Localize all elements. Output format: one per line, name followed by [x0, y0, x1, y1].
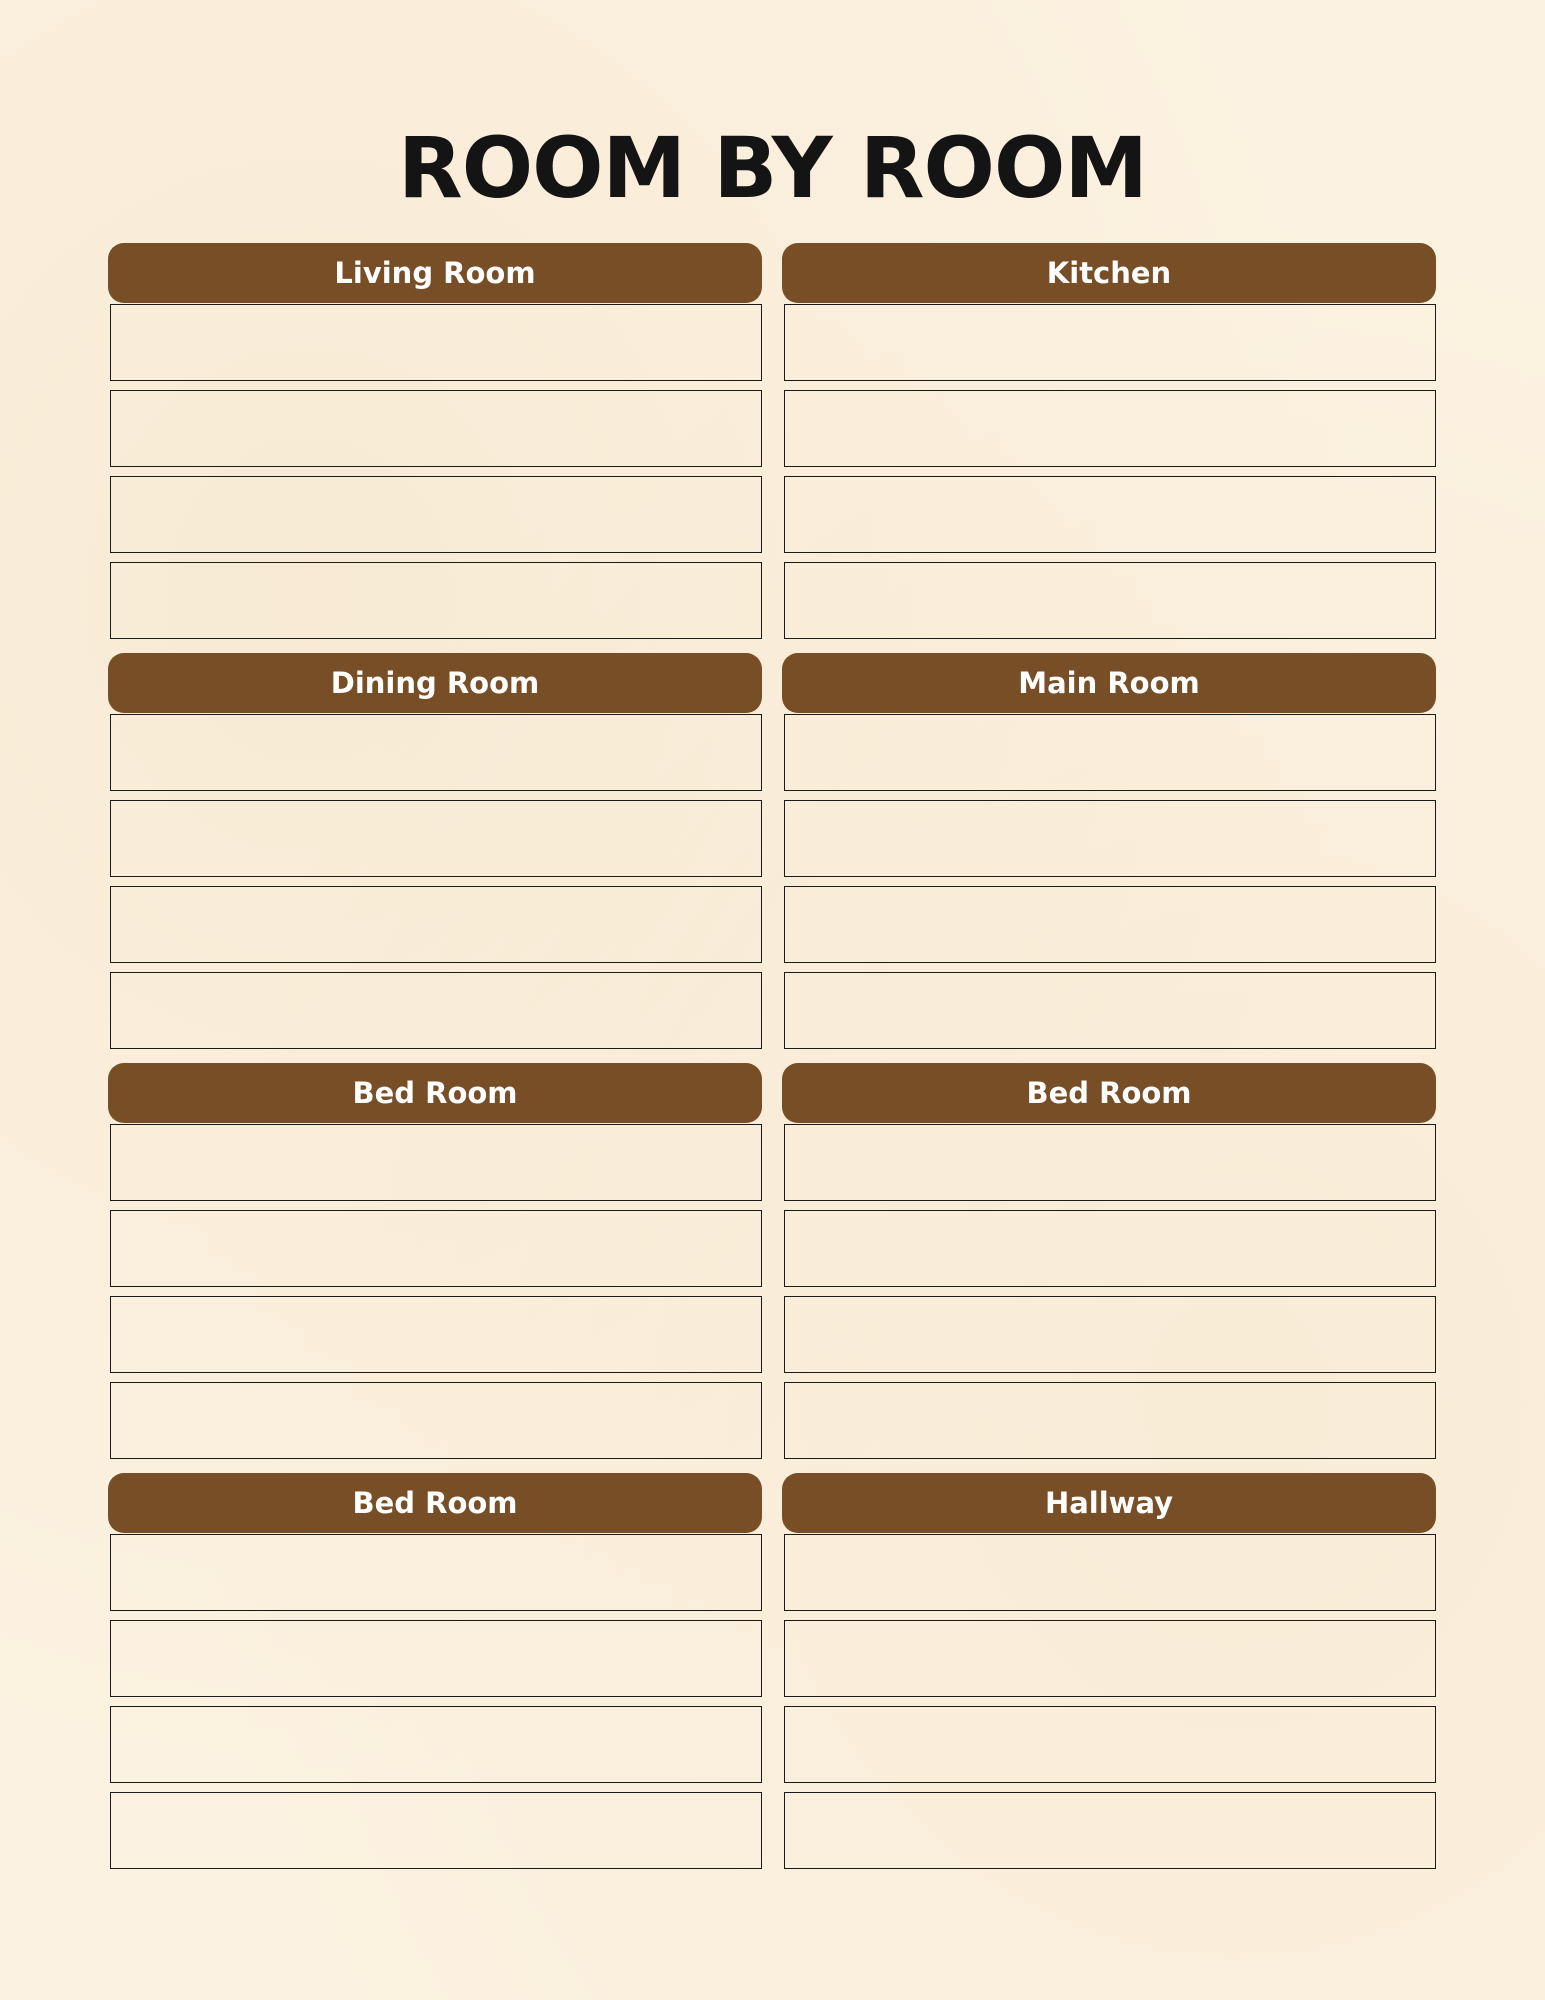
room-lines — [784, 1534, 1436, 1869]
room-header: Living Room — [108, 243, 762, 303]
entry-box[interactable] — [110, 1706, 762, 1783]
entry-box[interactable] — [784, 1792, 1436, 1869]
room-section-main-room — [782, 653, 1436, 1049]
room-section-bed-room-3 — [108, 1473, 762, 1869]
room-section-bed-room-1 — [108, 1063, 762, 1459]
rooms-grid — [108, 243, 1436, 1869]
room-lines — [110, 1534, 762, 1869]
room-lines — [110, 1124, 762, 1459]
room-header: Hallway — [782, 1473, 1436, 1533]
entry-box[interactable] — [784, 476, 1436, 553]
entry-box[interactable] — [784, 972, 1436, 1049]
entry-box[interactable] — [110, 304, 762, 381]
entry-box[interactable] — [110, 886, 762, 963]
room-header: Bed Room — [782, 1063, 1436, 1123]
room-section-hallway — [782, 1473, 1436, 1869]
room-section-kitchen — [782, 243, 1436, 639]
room-header: Kitchen — [782, 243, 1436, 303]
entry-box[interactable] — [784, 1382, 1436, 1459]
entry-box[interactable] — [110, 972, 762, 1049]
room-section-dining-room — [108, 653, 762, 1049]
room-header: Bed Room — [108, 1473, 762, 1533]
entry-box[interactable] — [784, 1124, 1436, 1201]
entry-box[interactable] — [110, 476, 762, 553]
entry-box[interactable] — [110, 1792, 762, 1869]
room-lines — [784, 1124, 1436, 1459]
page-title: ROOM BY ROOM — [398, 119, 1147, 217]
entry-box[interactable] — [110, 1620, 762, 1697]
entry-box[interactable] — [110, 562, 762, 639]
entry-box[interactable] — [110, 714, 762, 791]
room-lines — [784, 714, 1436, 1049]
entry-box[interactable] — [784, 1296, 1436, 1373]
entry-box[interactable] — [784, 800, 1436, 877]
entry-box[interactable] — [784, 1706, 1436, 1783]
room-lines — [110, 304, 762, 639]
entry-box[interactable] — [784, 886, 1436, 963]
entry-box[interactable] — [784, 562, 1436, 639]
entry-box[interactable] — [110, 390, 762, 467]
room-header: Bed Room — [108, 1063, 762, 1123]
entry-box[interactable] — [110, 1210, 762, 1287]
entry-box[interactable] — [110, 1382, 762, 1459]
entry-box[interactable] — [110, 1534, 762, 1611]
room-lines — [110, 714, 762, 1049]
room-header: Dining Room — [108, 653, 762, 713]
entry-box[interactable] — [110, 1124, 762, 1201]
entry-box[interactable] — [784, 1534, 1436, 1611]
entry-box[interactable] — [110, 800, 762, 877]
room-section-living-room — [108, 243, 762, 639]
entry-box[interactable] — [110, 1296, 762, 1373]
entry-box[interactable] — [784, 1620, 1436, 1697]
room-header: Main Room — [782, 653, 1436, 713]
entry-box[interactable] — [784, 1210, 1436, 1287]
room-lines — [784, 304, 1436, 639]
entry-box[interactable] — [784, 714, 1436, 791]
room-section-bed-room-2 — [782, 1063, 1436, 1459]
entry-box[interactable] — [784, 304, 1436, 381]
entry-box[interactable] — [784, 390, 1436, 467]
